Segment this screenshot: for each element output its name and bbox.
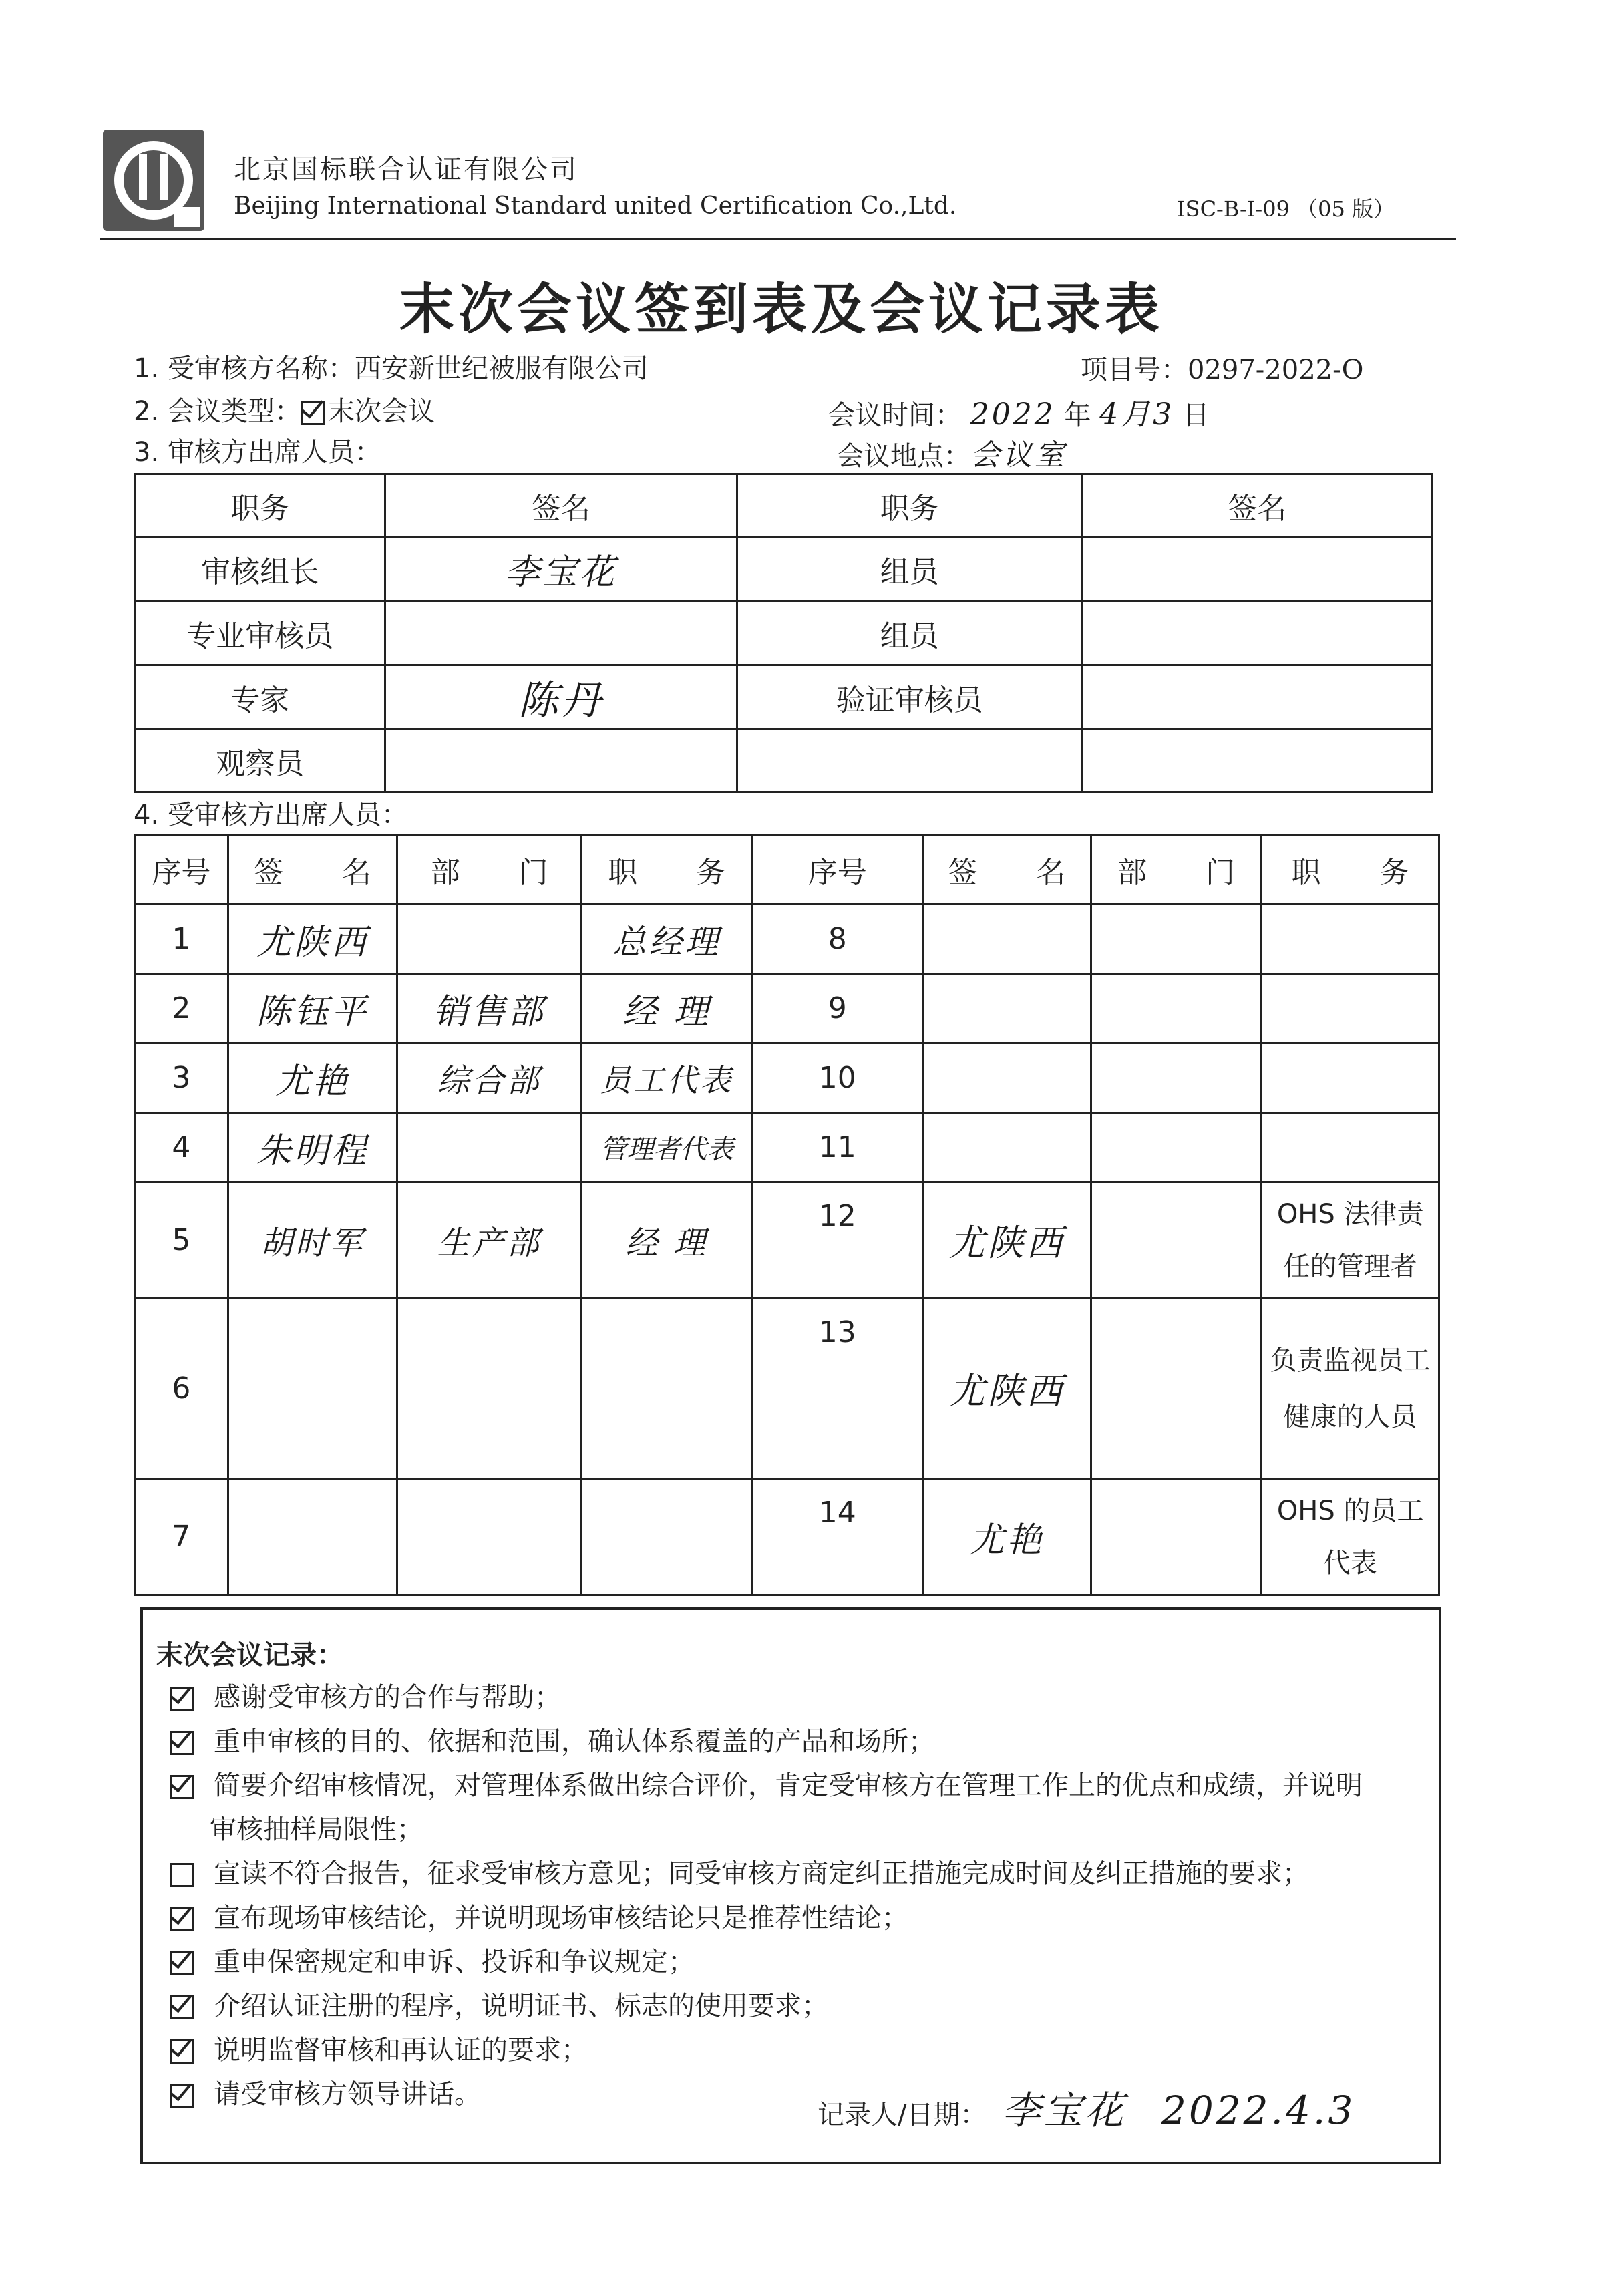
meeting-type-checkbox — [301, 401, 325, 425]
attendee-signature — [923, 1043, 1091, 1113]
table-row — [135, 974, 1439, 1043]
attendee-signature: 尤陕西 — [923, 1182, 1091, 1299]
attendee-department — [1091, 1479, 1262, 1595]
record-item: 简要介绍审核情况，对管理体系做出综合评价，肯定受审核方在管理工作上的优点和成绩，并说明 — [170, 1764, 1425, 1808]
attendee-department: 销售部 — [397, 974, 582, 1043]
auditor-signature — [1082, 665, 1432, 729]
auditors-label: 3. 审核方出席人员： — [134, 437, 381, 468]
record-checkbox — [170, 1775, 194, 1799]
table-row — [135, 1043, 1439, 1113]
auditor-signature — [385, 601, 737, 665]
row-number: 12 — [752, 1182, 922, 1299]
auditee-header-dept: 部 门 — [1091, 835, 1262, 905]
auditee-header-dept: 部 门 — [397, 835, 582, 905]
attendee-position — [1262, 1043, 1439, 1113]
row-number: 7 — [135, 1479, 228, 1595]
attendee-department — [397, 1479, 582, 1595]
row-number: 1 — [135, 905, 228, 974]
attendee-department — [397, 905, 582, 974]
recorder-label: 记录人/日期： — [818, 2100, 987, 2130]
attendee-signature: 陈钰平 — [228, 974, 397, 1043]
record-item: 请受审核方领导讲话。 — [170, 2072, 1425, 2116]
record-checkbox — [170, 2084, 194, 2108]
auditee-label: 1. 受审核方名称：西安新世纪被服有限公司 — [134, 353, 649, 384]
attendee-position: 负责监视员工健康的人员 — [1262, 1299, 1439, 1479]
row-number: 4 — [135, 1113, 228, 1182]
attendee-position: 经 理 — [581, 1182, 752, 1299]
record-item: 介绍认证注册的程序，说明证书、标志的使用要求； — [170, 1984, 1425, 2028]
table-row — [135, 729, 1433, 792]
auditor-role: 组员 — [737, 537, 1082, 601]
row-number: 14 — [752, 1479, 922, 1595]
row-number: 8 — [752, 905, 922, 974]
recorder-line — [818, 2079, 1355, 2135]
record-checkbox — [170, 1951, 194, 1975]
recorder-signature: 李宝花 — [1002, 2088, 1127, 2133]
auditor-header-sign: 签名 — [1082, 474, 1432, 537]
auditor-signature — [1082, 601, 1432, 665]
row-number: 6 — [135, 1299, 228, 1479]
attendee-position — [581, 1479, 752, 1595]
auditee-table — [134, 834, 1440, 1596]
auditee-header-no: 序号 — [135, 835, 228, 905]
attendee-signature: 朱明程 — [228, 1113, 397, 1182]
table-row — [135, 1479, 1439, 1595]
page-title: 末次会议签到表及会议记录表 — [399, 278, 1164, 341]
auditor-role: 观察员 — [135, 729, 385, 792]
auditor-role — [737, 729, 1082, 792]
row-number: 9 — [752, 974, 922, 1043]
header-rule — [100, 238, 1456, 240]
auditor-header-role: 职务 — [135, 474, 385, 537]
record-item: 重申审核的目的、依据和范围，确认体系覆盖的产品和场所； — [170, 1719, 1425, 1764]
table-row — [135, 665, 1433, 729]
record-checkbox — [170, 2039, 194, 2064]
attendee-position: OHS 的员工代表 — [1262, 1479, 1439, 1595]
meeting-time-year: 2022 — [970, 397, 1056, 432]
table-row — [135, 537, 1433, 601]
auditor-signature — [385, 729, 737, 792]
attendee-department — [1091, 974, 1262, 1043]
record-checkbox — [170, 1907, 194, 1931]
table-row — [135, 1113, 1439, 1182]
record-item: 感谢受审核方的合作与帮助； — [170, 1675, 1425, 1719]
attendee-position — [1262, 1113, 1439, 1182]
attendee-signature: 尤艳 — [923, 1479, 1091, 1595]
auditor-signature — [1082, 729, 1432, 792]
auditor-role: 验证审核员 — [737, 665, 1082, 729]
attendee-signature — [228, 1479, 397, 1595]
meeting-record-box — [140, 1607, 1441, 2164]
attendee-signature: 尤陕西 — [228, 905, 397, 974]
attendee-position: 员工代表 — [581, 1043, 752, 1113]
auditee-header-no: 序号 — [752, 835, 922, 905]
table-row — [135, 1299, 1439, 1479]
record-checkbox — [170, 1995, 194, 2019]
record-item: 说明监督审核和再认证的要求； — [170, 2028, 1425, 2072]
auditee-header-sign: 签 名 — [228, 835, 397, 905]
row-number: 11 — [752, 1113, 922, 1182]
record-item: 宣读不符合报告，征求受审核方意见；同受审核方商定纠正措施完成时间及纠正措施的要求； — [170, 1852, 1425, 1896]
record-item: 重申保密规定和申诉、投诉和争议规定； — [170, 1940, 1425, 1984]
attendee-department — [1091, 1299, 1262, 1479]
attendee-position: 总经理 — [581, 905, 752, 974]
attendee-signature: 胡时军 — [228, 1182, 397, 1299]
table-row — [135, 1182, 1439, 1299]
auditor-signature: 陈丹 — [385, 665, 737, 729]
meeting-time: 会议时间： 2022 年 4月3 日 — [828, 397, 1210, 432]
attendee-department — [1091, 1113, 1262, 1182]
auditor-table — [134, 473, 1433, 793]
meeting-type: 2. 会议类型： 末次会议 — [134, 396, 435, 427]
auditee-header-sign: 签 名 — [923, 835, 1091, 905]
row-number: 3 — [135, 1043, 228, 1113]
record-checkbox — [170, 1863, 194, 1887]
recorder-date: 2022.4.3 — [1161, 2088, 1356, 2133]
table-row — [135, 905, 1439, 974]
auditor-signature: 李宝花 — [385, 537, 737, 601]
attendee-signature — [923, 974, 1091, 1043]
company-name-en: Beijing International Standard united Certification Co.,Ltd. — [234, 192, 957, 220]
record-items — [170, 1675, 1425, 2116]
company-logo — [100, 127, 207, 234]
auditee-name: 西安新世纪被服有限公司 — [354, 353, 649, 384]
row-number: 10 — [752, 1043, 922, 1113]
company-name-cn: 北京国标联合认证有限公司 — [234, 154, 578, 185]
auditee-attendees-label: 4. 受审核方出席人员： — [134, 800, 408, 830]
record-title: 末次会议记录： — [156, 1640, 343, 1671]
auditor-signature — [1082, 537, 1432, 601]
attendee-position — [1262, 905, 1439, 974]
record-checkbox — [170, 1687, 194, 1711]
attendee-department: 综合部 — [397, 1043, 582, 1113]
attendee-department — [397, 1299, 582, 1479]
auditor-role: 专业审核员 — [135, 601, 385, 665]
auditor-role: 审核组长 — [135, 537, 385, 601]
row-number: 5 — [135, 1182, 228, 1299]
auditor-header-sign: 签名 — [385, 474, 737, 537]
attendee-position — [1262, 974, 1439, 1043]
attendee-department — [1091, 1043, 1262, 1113]
attendee-department — [397, 1113, 582, 1182]
attendee-signature — [923, 905, 1091, 974]
project-number: 项目号：0297-2022-O — [1081, 355, 1364, 385]
attendee-department — [1091, 905, 1262, 974]
attendee-position: 管理者代表 — [581, 1113, 752, 1182]
attendee-department — [1091, 1182, 1262, 1299]
meeting-time-date: 4月3 — [1099, 397, 1175, 432]
attendee-position: OHS 法律责任的管理者 — [1262, 1182, 1439, 1299]
auditor-header-role: 职务 — [737, 474, 1082, 537]
meeting-location-value: 会议室 — [970, 438, 1067, 472]
attendee-position: 经 理 — [581, 974, 752, 1043]
row-number: 13 — [752, 1299, 922, 1479]
record-item: 宣布现场审核结论，并说明现场审核结论只是推荐性结论； — [170, 1896, 1425, 1940]
attendee-signature — [923, 1113, 1091, 1182]
auditor-role: 组员 — [737, 601, 1082, 665]
auditee-header-post: 职 务 — [581, 835, 752, 905]
attendee-signature: 尤艳 — [228, 1043, 397, 1113]
record-item-continuation: 审核抽样局限性； — [210, 1814, 423, 1845]
record-checkbox — [170, 1731, 194, 1755]
auditee-header-post: 职 务 — [1262, 835, 1439, 905]
form-code: ISC-B-I-09 （05 版） — [1177, 196, 1395, 222]
row-number: 2 — [135, 974, 228, 1043]
auditor-role: 专家 — [135, 665, 385, 729]
table-row — [135, 601, 1433, 665]
attendee-signature: 尤陕西 — [923, 1299, 1091, 1479]
attendee-department: 生产部 — [397, 1182, 582, 1299]
meeting-location: 会议地点：会议室 — [837, 438, 1067, 472]
attendee-position — [581, 1299, 752, 1479]
attendee-signature — [228, 1299, 397, 1479]
